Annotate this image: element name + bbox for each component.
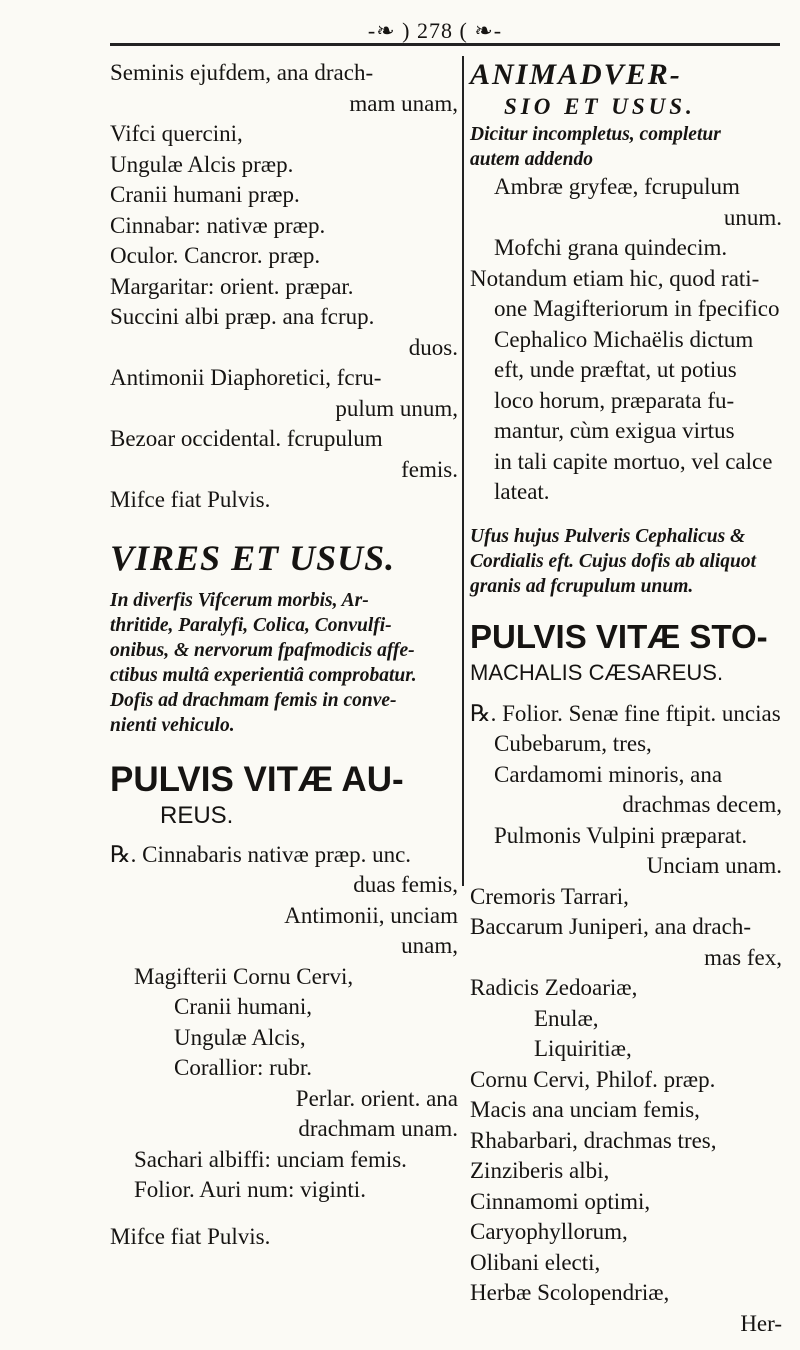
catchword: Her- xyxy=(740,1310,782,1336)
text-line: Cornu Cervi, Philof. præp. xyxy=(470,1066,716,1092)
text-line: Cremoris Tarrari, xyxy=(470,883,629,909)
text-line: mantur, cùm exigua virtus xyxy=(494,418,735,443)
text-line: Notandum etiam hic, quod rati- xyxy=(470,265,760,291)
text-line: Antimonii Diaphoretici, fcru- xyxy=(110,365,382,390)
text-line: Herbæ Scolopendriæ, xyxy=(470,1280,670,1305)
left-column xyxy=(110,58,458,1252)
text-line: duos. xyxy=(408,334,458,360)
right-note-paragraph xyxy=(470,122,782,172)
text-line: Ungulæ Alcis, xyxy=(174,1024,306,1050)
left-usage-paragraph xyxy=(110,588,458,738)
left-closing: Mifce fiat Pulvis. xyxy=(110,1223,271,1249)
text-line: Macis ana unciam femis, xyxy=(470,1097,700,1122)
text-line: ℞. Cinnabaris nativæ præp. unc. xyxy=(110,841,412,867)
text-line: eft, unde præftat, ut potius xyxy=(494,357,737,382)
text-line: Vifci quercini, xyxy=(110,121,243,146)
header-rule xyxy=(110,43,780,46)
text-line: loco horum, præparata fu- xyxy=(494,387,735,413)
text-line: autem addendo xyxy=(470,149,593,170)
page-header: -❧ ) 278 ( ❧- xyxy=(367,18,503,43)
right-recipe-lines xyxy=(470,172,782,508)
text-line: Folior. Auri num: viginti. xyxy=(134,1177,366,1202)
left-heading-pulvis-vitae: PULVIS VITÆ AU- xyxy=(110,759,404,799)
text-line: Margaritar: orient. præpar. xyxy=(110,273,354,299)
text-line: granis ad fcrupulum unum. xyxy=(470,575,694,597)
text-line: Seminis ejufdem, ana drach- xyxy=(110,60,374,85)
right-heading-animadversio: ANIMADVER- xyxy=(470,58,682,91)
text-line: Pulmonis Vulpini præparat. xyxy=(494,822,748,848)
left-recipe-lines xyxy=(110,58,458,516)
text-line: Ambræ gryfeæ, fcrupulum xyxy=(494,174,740,199)
text-line: Caryophyllorum, xyxy=(470,1219,628,1244)
text-line: drachmam unam. xyxy=(298,1116,458,1141)
right-recipe2-lines xyxy=(470,699,782,1309)
text-line: Cranii humani, xyxy=(174,994,312,1019)
text-line: onibus, & nervorum fpafmodicis affe- xyxy=(110,639,415,661)
text-line: Antimonii, unciam xyxy=(284,902,458,928)
text-line: Cinnamomi optimi, xyxy=(470,1188,651,1214)
text-line: ctibus multâ experientiâ comprobatur. xyxy=(110,664,417,686)
text-line: unum. xyxy=(723,204,782,230)
text-line: Cranii humani præp. xyxy=(110,182,300,207)
text-line: drachmas decem, xyxy=(622,792,782,817)
left-recipe2-lines xyxy=(110,840,458,1206)
text-line: in tali capite mortuo, vel calce xyxy=(494,448,773,474)
text-line: mas fex, xyxy=(704,944,782,970)
text-line: femis. xyxy=(401,456,458,482)
text-line: Cubebarum, tres, xyxy=(494,731,652,756)
text-line: nienti vehiculo. xyxy=(110,714,235,736)
text-line: Sachari albiffi: unciam femis. xyxy=(134,1146,407,1172)
right-column xyxy=(470,58,782,1339)
text-line: Mofchi grana quindecim. xyxy=(494,235,728,260)
text-line: Cardamomi minoris, ana xyxy=(494,761,723,787)
text-line: Radicis Zedoariæ, xyxy=(470,975,638,1000)
text-line: thritide, Paralyfi, Colica, Convulfi- xyxy=(110,614,392,636)
text-line: Cinnabar: nativæ præp. xyxy=(110,212,326,238)
text-line: Zinziberis albi, xyxy=(470,1158,610,1183)
text-line: Ufus hujus Pulveris Cephalicus & xyxy=(470,525,746,547)
text-line: Liquiritiæ, xyxy=(534,1036,632,1061)
text-line: Rhabarbari, drachmas tres, xyxy=(470,1127,717,1153)
right-usage-paragraph xyxy=(470,524,782,599)
text-line: In diverfis Vifcerum morbis, Ar- xyxy=(110,589,369,611)
text-line: Olibani electi, xyxy=(470,1249,601,1275)
text-line: Succini albi præp. ana fcrup. xyxy=(110,304,375,329)
right-heading-animadversio-cont: SIO ET USUS. xyxy=(504,94,696,119)
left-heading-vires: VIRES ET USUS. xyxy=(110,537,396,578)
text-line: Enulæ, xyxy=(534,1005,599,1031)
text-line: Ungulæ Alcis præp. xyxy=(110,151,294,177)
text-line: Cephalico Michaëlis dictum xyxy=(494,326,754,352)
text-line: unam, xyxy=(401,933,458,958)
text-line: duas femis, xyxy=(353,872,458,897)
text-line: Mifce fiat Pulvis. xyxy=(110,487,271,512)
left-heading-pulvis-vitae-cont: REUS. xyxy=(160,801,234,829)
text-line: ℞. Folior. Senæ fine ftipit. uncias xyxy=(470,700,781,726)
right-heading-pulvis-vitae: PULVIS VITÆ STO- xyxy=(470,617,768,655)
text-line: Cordialis eft. Cujus dofis ab aliquot xyxy=(470,550,757,572)
text-line: Magifterii Cornu Cervi, xyxy=(134,963,354,989)
text-line: Dofis ad drachmam femis in conve- xyxy=(110,689,397,711)
text-line: mam unam, xyxy=(349,90,458,116)
text-line: Corallior: rubr. xyxy=(174,1055,312,1080)
text-line: one Magifteriorum in fpecifico xyxy=(494,296,780,321)
text-line: Bezoar occidental. fcrupulum xyxy=(110,426,383,451)
text-line: Unciam unam. xyxy=(646,853,782,878)
text-line: lateat. xyxy=(494,479,550,504)
text-line: Dicitur incompletus, completur xyxy=(470,124,721,145)
text-line: Oculor. Cancror. præp. xyxy=(110,243,321,268)
right-heading-pulvis-vitae-cont: MACHALIS CÆSAREUS. xyxy=(470,659,724,685)
text-line: Baccarum Juniperi, ana drach- xyxy=(470,914,751,939)
text-line: Perlar. orient. ana xyxy=(295,1085,458,1111)
text-line: pulum unum, xyxy=(335,395,458,421)
column-divider xyxy=(462,56,464,886)
